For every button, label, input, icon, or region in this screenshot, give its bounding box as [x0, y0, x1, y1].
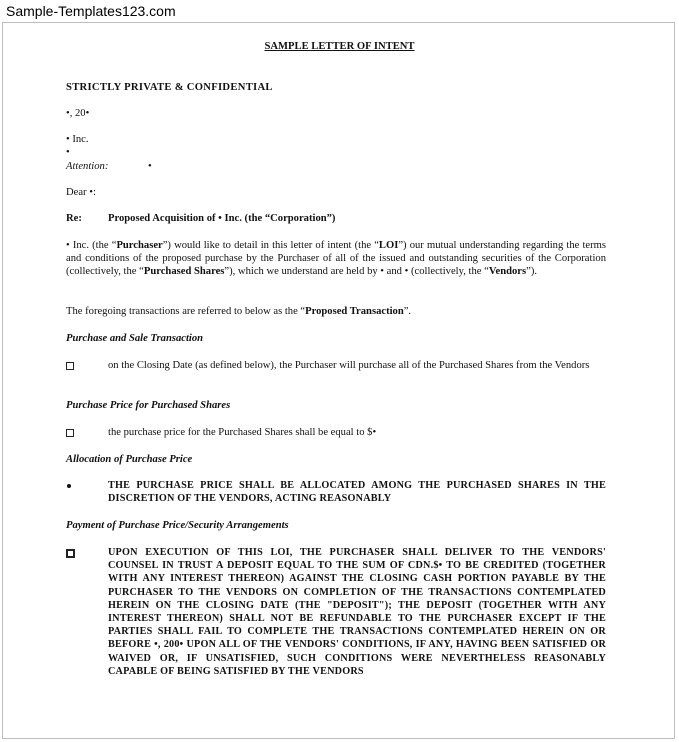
foregoing-paragraph: The foregoing transactions are referred to below as the “Proposed Transaction”. — [66, 306, 412, 317]
attention-value: • — [148, 161, 152, 172]
document-title: SAMPLE LETTER OF INTENT — [264, 41, 415, 52]
purchase-price-text: the purchase price for the Purchased Shares shall be equal to $• — [108, 427, 377, 438]
bullet-icon — [67, 484, 71, 488]
addressee-line-1: • Inc. — [66, 134, 89, 145]
heading-purchase-sale: Purchase and Sale Transaction — [66, 333, 204, 344]
re-label: Re: — [66, 213, 82, 224]
addressee-line-2: • — [66, 147, 70, 158]
checkbox-icon — [66, 362, 74, 370]
payment-text: UPON EXECUTION OF THIS LOI, THE PURCHASER SHALL DELIVER TO THE VENDORS' COUNSEL IN TRUST A DEPOSIT EQUAL TO THE SUM OF CDN.$• TO BE CREDITED (TOGETHER WITH ANY INTEREST THEREON) AGAINST THE CLOSING CASH PORTION PAYABLE BY THE PURCHASER TO THE VENDORS ON COMPLETION OF THE TRANSACTIONS CONTEMPLATED HEREIN ON THE CLOSING DATE (THE "DEPOSIT"); THE DEPOSIT (TOGETHER WITH ANY INTEREST THEREON) SHALL NOT BE REFUNDABLE TO THE PURCHASER EXCEPT IF THE PARTIES SHALL FAIL TO COMPLETE THE TRANSACTIONS CONTEMPLATED HEREIN ON OR BEFORE •, 200• UPON ALL OF THE VENDORS' CONDITIONS, IF ANY, HAVING BEEN SATISFIED OR WAIVED OR, IF UNSATISFIED, SUCH CONDITIONS WERE NEVERTHELESS REASONABLY CAPABLE OF BEING SATISFIED BY THE VENDORS — [108, 547, 606, 677]
attention-label: Attention: — [66, 161, 109, 172]
date-line: •, 20• — [66, 108, 90, 119]
salutation: Dear •: — [66, 187, 96, 198]
heading-allocation: Allocation of Purchase Price — [66, 454, 193, 465]
site-watermark: Sample-Templates123.com — [6, 3, 176, 19]
confidential-notice: STRICTLY PRIVATE & CONFIDENTIAL — [66, 82, 273, 93]
heading-payment: Payment of Purchase Price/Security Arrangements — [66, 520, 289, 531]
allocation-text: THE PURCHASE PRICE SHALL BE ALLOCATED AMONG THE PURCHASED SHARES IN THE DISCRETION OF THE VENDORS, ACTING REASONABLY — [108, 480, 606, 505]
purchase-sale-text: on the Closing Date (as defined below), the Purchaser will purchase all of the Purchased Shares from the Vendors — [108, 360, 590, 371]
re-subject: Proposed Acquisition of • Inc. (the “Corporation”) — [108, 213, 336, 224]
checkbox-icon — [66, 549, 75, 558]
checkbox-icon — [66, 429, 74, 437]
intro-paragraph: • Inc. (the “Purchaser”) would like to detail in this letter of intent (the “LOI”) our mutual understanding regarding the terms and conditions of the proposed purchase by the Purchaser of all of the issued and outstanding securities of the Corporation (collectively, the “Purchased Shares”), which we understand are held by • and • (collectively, the “Vendors”). — [66, 240, 606, 278]
heading-purchase-price: Purchase Price for Purchased Shares — [66, 400, 231, 411]
